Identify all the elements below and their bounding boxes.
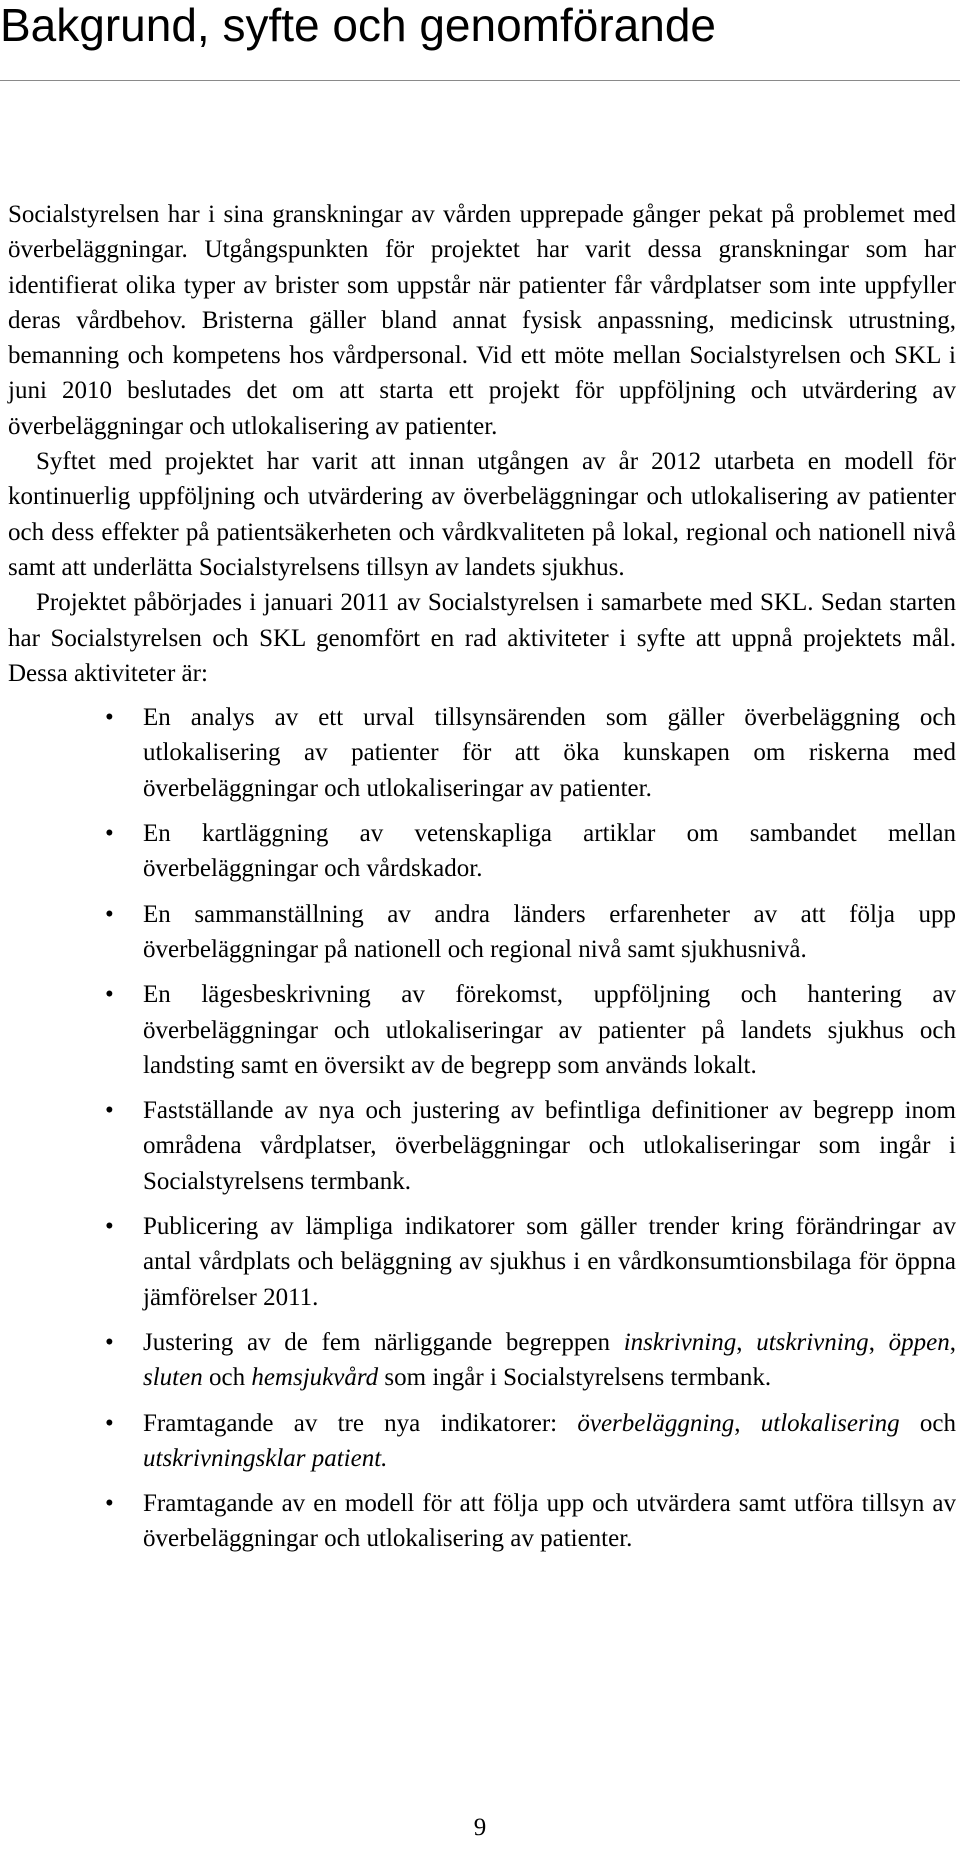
term-oppen: öppen xyxy=(888,1328,950,1356)
bullet-icon: • xyxy=(105,1328,114,1356)
list-item-text: En kartläggning av vetenskapliga artiklar om sambandet mellan överbeläggningar och vårdskador. xyxy=(143,820,956,883)
bullet-icon: • xyxy=(105,981,114,1009)
list-item xyxy=(8,897,956,968)
bullet-icon: • xyxy=(105,1213,114,1241)
list-item-text: En lägesbeskrivning av förekomst, uppföljning och hantering av överbeläggningar och utlokaliseringar av patienter på landets sjukhus och landsting samt en översikt av de begrepp som används lokalt. xyxy=(143,981,956,1079)
bullet-icon: • xyxy=(105,704,114,732)
list-item xyxy=(8,1486,956,1557)
paragraph-purpose: Syftet med projektet har varit att innan utgången av år 2012 utarbeta en modell för kontinuerlig uppföljning och utvärdering av överbeläggningar och utlokalisering av patienter och dess effekter på patientsäkerheten och vårdkvaliteten på lokal, regional och nationell nivå samt att underlätta Socialstyrelsens tillsyn av landets sjukhus. xyxy=(8,448,956,581)
page-number: 9 xyxy=(473,1814,487,1841)
list-item-text: Framtagande av tre nya indikatorer: överbeläggning, utlokalisering och utskrivningsklar patient. xyxy=(143,1409,956,1472)
bullet-icon: • xyxy=(105,900,114,928)
term-utlokalisering: utlokalisering xyxy=(760,1409,900,1437)
list-item xyxy=(8,1209,956,1315)
activity-list xyxy=(8,700,956,1557)
list-item xyxy=(8,700,956,806)
list-item-text: En sammanställning av andra länders erfarenheter av att följa upp överbeläggningar på nationell och regional nivå samt sjukhusnivå. xyxy=(143,900,956,963)
list-item-text: En analys av ett urval tillsynsärenden som gäller överbeläggning och utlokalisering av patienter för att öka kunskapen om riskerna med överbeläggningar och utlokaliseringar av patienter. xyxy=(143,704,956,802)
list-item xyxy=(8,1093,956,1199)
title-divider xyxy=(0,80,960,81)
list-item xyxy=(8,1406,956,1477)
page-title: Bakgrund, syfte och genomförande xyxy=(0,0,717,51)
bullet-icon: • xyxy=(105,1409,114,1437)
term-overbelaggning: överbeläggning xyxy=(577,1409,735,1437)
bullet-icon: • xyxy=(105,1490,114,1518)
list-item-text: Fastställande av nya och justering av befintliga definitioner av begrepp inom områdena vårdplatser, överbeläggningar och utlokaliseringar som ingår i Socialstyrelsens termbank. xyxy=(143,1097,956,1195)
list-item xyxy=(8,977,956,1083)
bullet-icon: • xyxy=(105,1097,114,1125)
list-item xyxy=(8,816,956,887)
paragraph-background: Socialstyrelsen har i sina granskningar av vården upprepade gånger pekat på problemet med överbeläggningar. Utgångspunkten för projektet har varit dessa granskningar som har identifierat olika typer av brister som uppstår när patienter får vårdplatser som inte uppfyller deras vårdbehov. Bristerna gäller bland annat fysisk anpassning, medicinsk utrustning, bemanning och kompetens hos vårdpersonal. Vid ett möte mellan Socialstyrelsen och SKL i juni 2010 beslutades det om att starta ett projekt för uppföljning och utvärdering av överbeläggningar och utlokalisering av patienter. xyxy=(8,201,956,440)
list-item-text: Publicering av lämpliga indikatorer som gäller trender kring förändringar av antal vårdplats och beläggning av sjukhus i en vårdkonsumtionsbilaga för öppna jämförelser 2011. xyxy=(143,1213,956,1311)
paragraph-activities-intro: Projektet påbörjades i januari 2011 av Socialstyrelsen i samarbete med SKL. Sedan starten har Socialstyrelsen och SKL genomfört en rad aktiviteter i syfte att uppnå projektets mål. Dessa aktiviteter är: xyxy=(8,589,956,687)
list-item-text: Justering av de fem närliggande begreppen inskrivning, utskrivning, öppen, sluten och hemsjukvård som ingår i Socialstyrelsens termbank. xyxy=(143,1328,957,1392)
term-utskrivningsklar-patient: utskrivningsklar patient. xyxy=(143,1444,388,1472)
term-utskrivning: utskrivning xyxy=(756,1328,869,1356)
list-item-text: Framtagande av en modell för att följa upp och utvärdera samt utföra tillsyn av överbeläggningar och utlokalisering av patienter. xyxy=(143,1490,956,1553)
body-text xyxy=(8,197,956,1567)
bullet-icon: • xyxy=(105,820,114,848)
term-inskrivning: inskrivning xyxy=(623,1328,737,1356)
term-sluten: sluten xyxy=(143,1364,203,1392)
list-item xyxy=(8,1325,956,1396)
term-hemsjukvard: hemsjukvård xyxy=(251,1364,379,1392)
